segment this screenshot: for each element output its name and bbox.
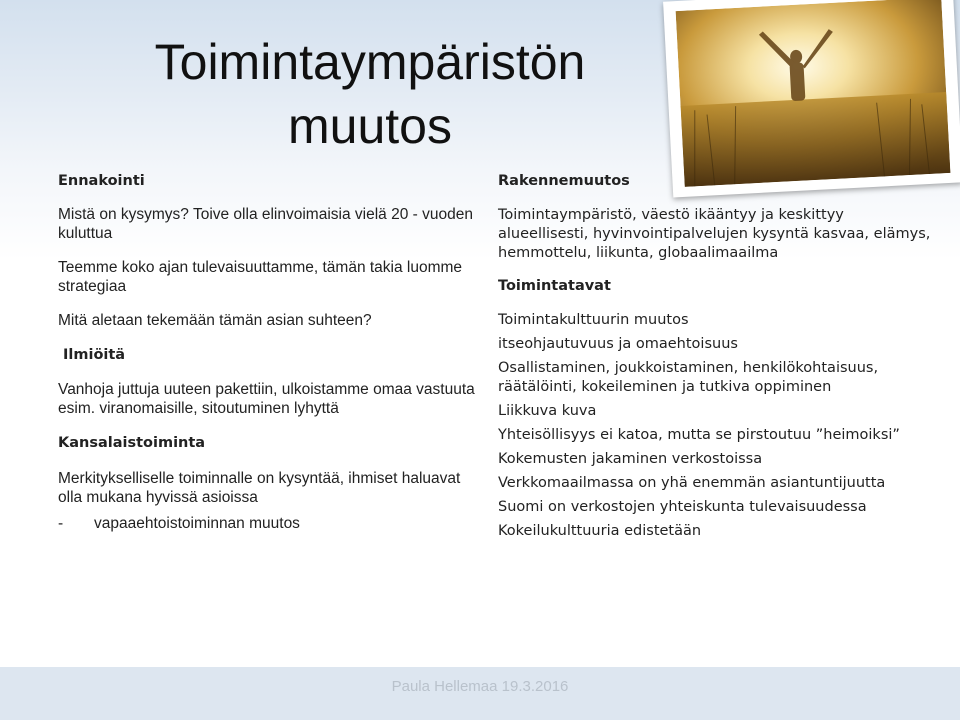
- toimintatavat-item: Liikkuva kuva: [498, 403, 597, 419]
- ilmioita-paragraph-1: Vanhoja juttuja uuteen pakettiin, ulkoistamme omaa vastuuta esim. viranomaisille, sitoutuminen lyhyttä: [58, 381, 475, 417]
- heading-ennakointi: Ennakointi: [58, 173, 145, 189]
- photo-image: [676, 0, 951, 187]
- kansalaistoiminta-paragraph-1: Merkitykselliselle toiminnalle on kysyntää, ihmiset haluavat olla mukana hyvissä asioissa: [58, 470, 461, 506]
- heading-ilmioita: Ilmiöitä: [63, 347, 126, 363]
- title-line-2: muutos: [288, 98, 452, 154]
- toimintatavat-item: Suomi on verkostojen yhteiskunta tulevaisuudessa: [498, 499, 867, 515]
- toimintatavat-item: Osallistaminen, joukkoistaminen, henkilökohtaisuus, räätälöinti, kokeileminen ja tutkiva oppiminen: [498, 360, 879, 395]
- page-title: [100, 30, 640, 158]
- dash-item-text: vapaaehtoistoiminnan muutos: [94, 515, 300, 532]
- dash-marker: -: [58, 515, 64, 532]
- rakennemuutos-paragraph-1: Toimintaympäristö, väestö ikääntyy ja keskittyy alueellisesti, hyvinvointipalvelujen kysyntä kasvaa, elämys, hemmottelu, liikunta, globaalimaailma: [498, 207, 931, 261]
- heading-toimintatavat: Toimintatavat: [498, 278, 611, 294]
- toimintatavat-item: Kokeilukulttuuria edistetään: [498, 523, 702, 539]
- left-column: [58, 172, 478, 533]
- dash-list-item: [58, 514, 478, 533]
- heading-kansalaistoiminta: Kansalaistoiminta: [58, 435, 206, 451]
- right-column: [498, 172, 938, 541]
- toimintatavat-item: Toimintakulttuurin muutos: [498, 312, 689, 328]
- title-line-1: Toimintaympäristön: [154, 34, 586, 90]
- toimintatavat-item: Yhteisöllisyys ei katoa, mutta se pirstoutuu ”heimoiksi”: [498, 427, 900, 443]
- ennakointi-paragraph-3: Mitä aletaan tekemään tämän asian suhteen?: [58, 312, 372, 329]
- toimintatavat-item: Verkkomaailmassa on yhä enemmän asiantuntijuutta: [498, 475, 886, 491]
- toimintatavat-item: itseohjautuvuus ja omaehtoisuus: [498, 336, 738, 352]
- ennakointi-paragraph-1: Mistä on kysymys? Toive olla elinvoimaisia vielä 20 - vuoden kuluttua: [58, 206, 473, 242]
- field-sunrise-photo: [663, 0, 960, 197]
- ennakointi-paragraph-2: Teemme koko ajan tulevaisuuttamme, tämän takia luomme strategiaa: [58, 259, 463, 295]
- footer-text: Paula Hellemaa 19.3.2016: [391, 678, 569, 695]
- heading-rakennemuutos: Rakennemuutos: [498, 173, 630, 189]
- toimintatavat-item: Kokemusten jakaminen verkostoissa: [498, 451, 763, 467]
